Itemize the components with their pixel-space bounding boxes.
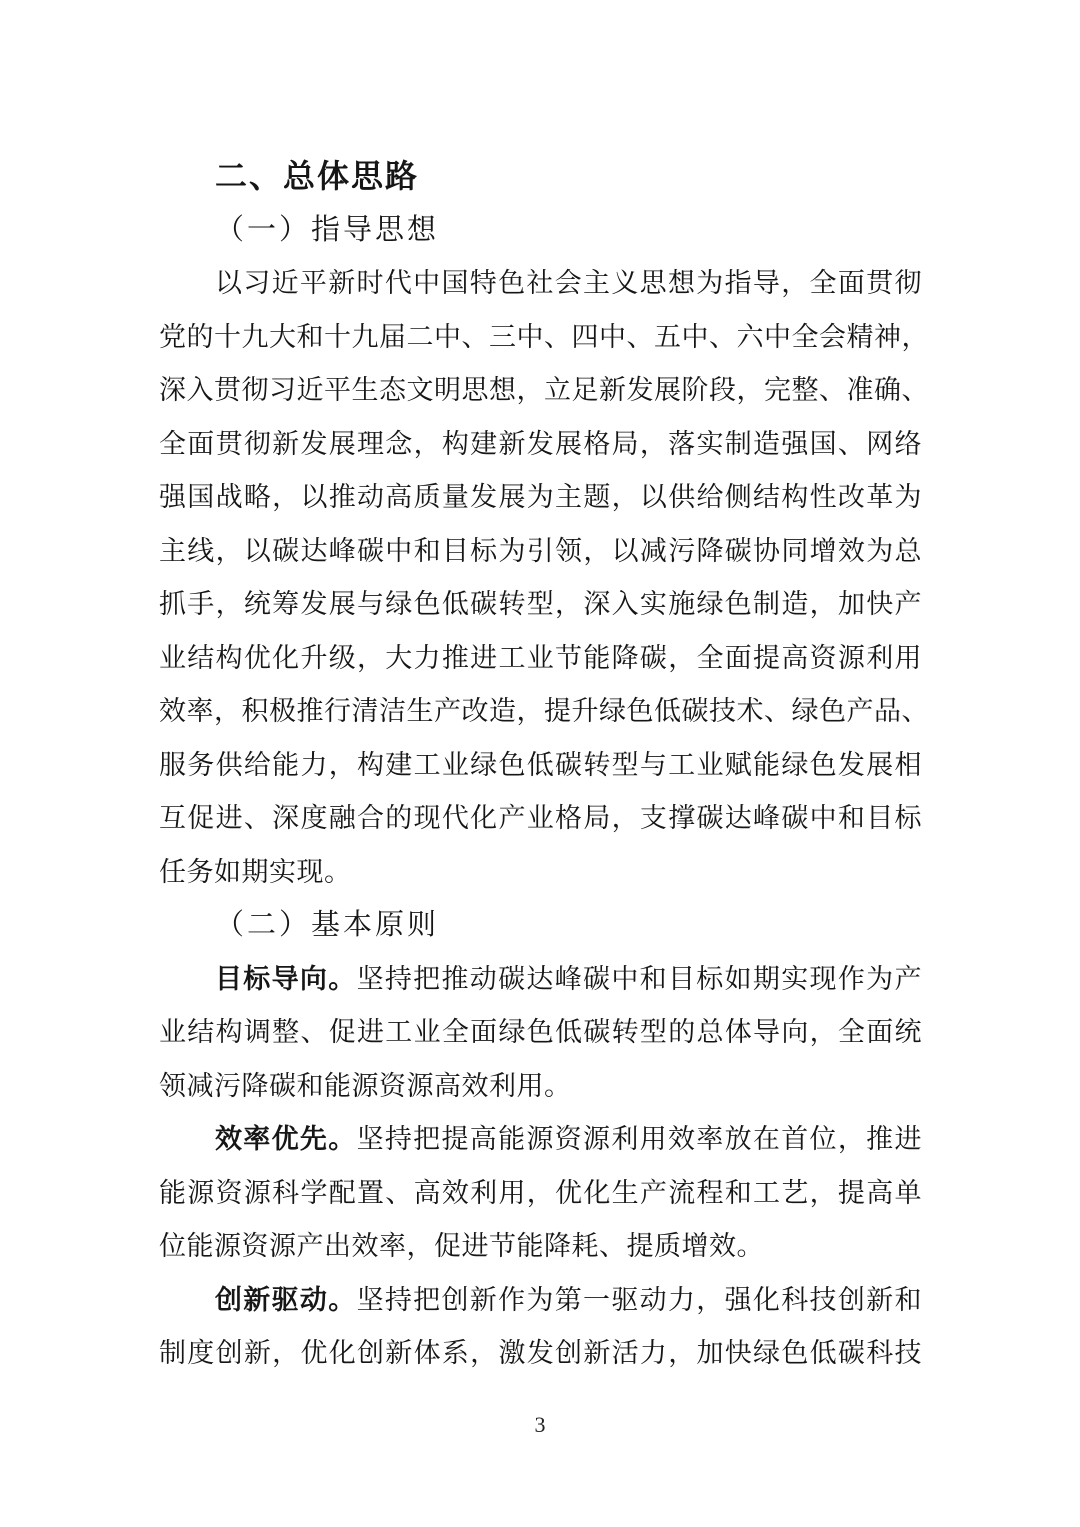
principle-goal-orientation-line: 领减污降碳和能源资源高效利用。 xyxy=(159,1070,572,1101)
principle-text: 坚持把提高能源资源利用效率放在首位，推进 xyxy=(356,1124,922,1154)
subheading-guiding-ideology: （一）指导思想 xyxy=(215,213,440,246)
para-line: 互促进、深度融合的现代化产业格局，支撑碳达峰碳中和目标 xyxy=(159,803,922,833)
para-line: 抓手，统筹发展与绿色低碳转型，深入实施绿色制造，加快产 xyxy=(159,589,922,619)
para-line: 强国战略，以推动高质量发展为主题，以供给侧结构性改革为 xyxy=(159,482,922,512)
document-body xyxy=(159,150,929,1381)
principle-efficiency-first-line: 位能源资源产出效率，促进节能降耗、提质增效。 xyxy=(159,1231,764,1261)
principle-lead-goal-orientation: 目标导向。 xyxy=(215,963,357,994)
principle-innovation-driven-line xyxy=(159,1274,922,1328)
principle-text: 坚持把创新作为第一驱动力，强化科技创新和 xyxy=(356,1284,922,1315)
principle-goal-orientation-line xyxy=(159,953,922,1007)
principle-efficiency-first-line: 能源资源科学配置、高效利用，优化生产流程和工艺，提高单 xyxy=(159,1177,922,1208)
principle-lead-innovation-driven: 创新驱动。 xyxy=(215,1284,357,1315)
para-line: 效率，积极推行清洁生产改造，提升绿色低碳技术、绿色产品、 xyxy=(159,696,929,726)
subheading-basic-principles: （二）基本原则 xyxy=(215,909,440,941)
para-line: 全面贯彻新发展理念，构建新发展格局，落实制造强国、网络 xyxy=(159,428,922,459)
para-line: 任务如期实现。 xyxy=(159,856,352,887)
main-heading: 二、总体思路 xyxy=(215,158,420,194)
principle-innovation-driven-line: 制度创新，优化创新体系，激发创新活力，加快绿色低碳科技 xyxy=(159,1338,922,1368)
para-line: 服务供给能力，构建工业绿色低碳转型与工业赋能绿色发展相 xyxy=(159,749,922,780)
para-line: 以习近平新时代中国特色社会主义思想为指导，全面贯彻 xyxy=(215,268,922,298)
principle-lead-efficiency-first: 效率优先。 xyxy=(215,1124,357,1154)
para-line: 深入贯彻习近平生态文明思想，立足新发展阶段，完整、准确、 xyxy=(159,375,929,405)
para-line: 党的十九大和十九届二中、三中、四中、五中、六中全会精神， xyxy=(159,321,929,352)
principle-efficiency-first-line xyxy=(159,1113,922,1167)
principle-goal-orientation-line: 业结构调整、促进工业全面绿色低碳转型的总体导向，全面统 xyxy=(159,1017,922,1047)
para-line: 业结构优化升级，大力推进工业节能降碳，全面提高资源利用 xyxy=(159,642,922,673)
para-line: 主线，以碳达峰碳中和目标为引领，以减污降碳协同增效为总 xyxy=(159,535,922,566)
principle-text: 坚持把推动碳达峰碳中和目标如期实现作为产 xyxy=(356,963,922,994)
page-number: 3 xyxy=(534,1412,546,1437)
